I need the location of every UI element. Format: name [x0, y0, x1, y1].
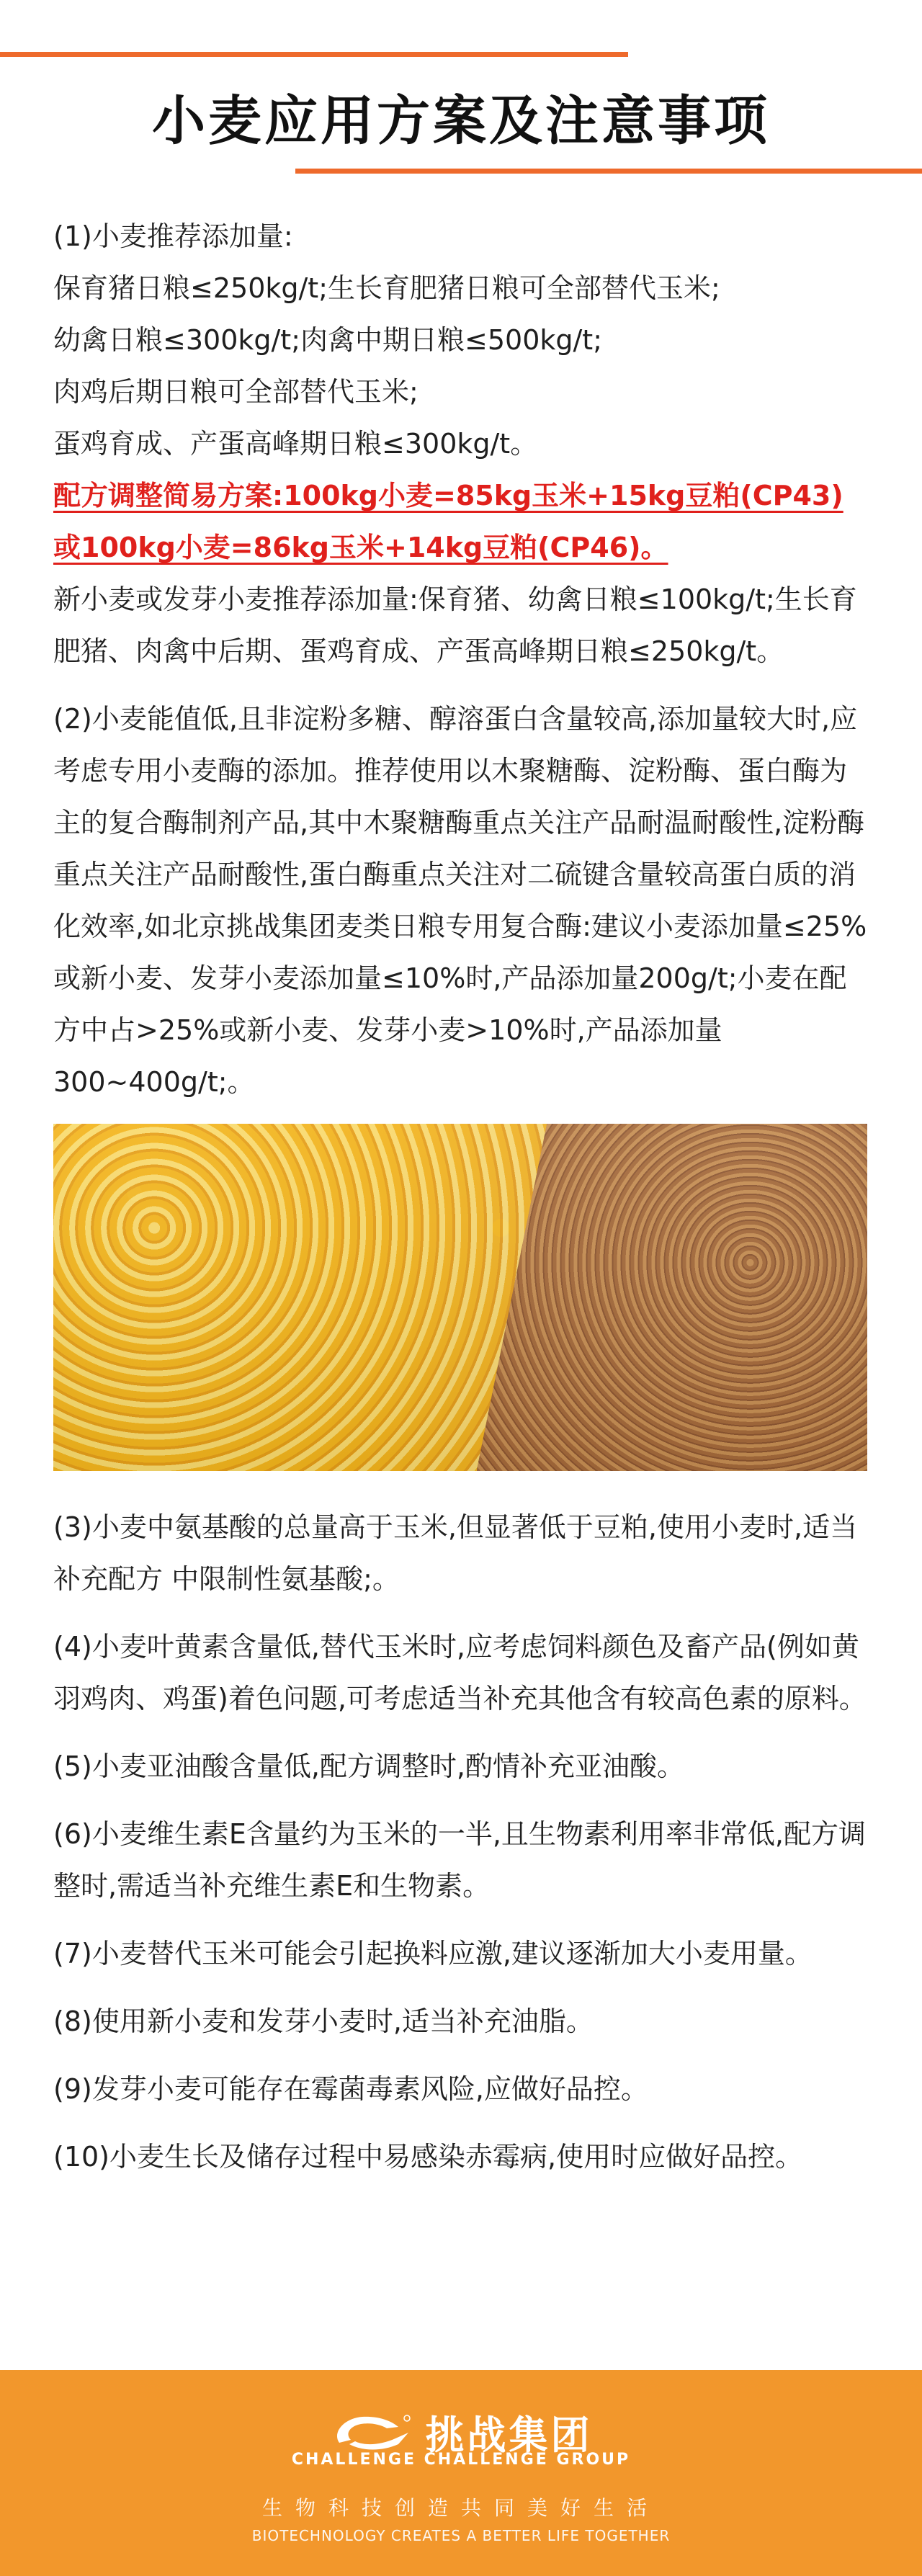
section-1-note: 新小麦或发芽小麦推荐添加量:保育猪、幼禽日粮≤100kg/t;生长育肥猪、肉禽中后期、蛋鸡育成、产蛋高峰期日粮≤250kg/t。: [53, 583, 857, 667]
section-3-text: (3)小麦中氨基酸的总量高于玉米,但显著低于豆粕,使用小麦时,适当补充配方 中限制性氨基酸;。: [53, 1511, 858, 1595]
footer-banner: [0, 2370, 922, 2576]
section-2: [53, 693, 872, 1108]
section-10: [53, 2131, 872, 2183]
section-3: [53, 1501, 872, 1605]
formula-highlight: 或100kg小麦=86kg玉米+14kg豆粕(CP46)。: [53, 532, 668, 563]
section-9: [53, 2063, 872, 2115]
challenge-logo-icon: [329, 2411, 416, 2454]
section-5: [53, 1740, 872, 1792]
article-body: [53, 210, 872, 2199]
section-1-line: 蛋鸡育成、产蛋高峰期日粮≤300kg/t。: [53, 428, 538, 460]
logo-chinese-name: 挑战集团: [425, 2412, 593, 2458]
accent-line-top: [0, 52, 628, 57]
section-1-heading: (1)小麦推荐添加量:: [53, 220, 293, 252]
accent-line-bottom: [295, 169, 922, 174]
slogan-english: BIOTECHNOLOGY CREATES A BETTER LIFE TOGETHER: [251, 2527, 671, 2544]
section-4: [53, 1621, 872, 1725]
page-title: 小麦应用方案及注意事项: [152, 90, 770, 152]
section-1: [53, 210, 872, 677]
section-7: [53, 1928, 872, 1980]
section-9-text: (9)发芽小麦可能存在霉菌毒素风险,应做好品控。: [53, 2073, 648, 2105]
section-1-line: 幼禽日粮≤300kg/t;肉禽中期日粮≤500kg/t;: [53, 324, 603, 356]
section-6-text: (6)小麦维生素E含量约为玉米的一半,且生物素利用率非常低,配方调整时,需适当补充维生素E和生物素。: [53, 1818, 866, 1902]
photo-overlay: [53, 1124, 867, 1471]
section-8: [53, 1995, 872, 2047]
slogan-chinese: 生物科技创造共同美好生活: [261, 2496, 660, 2520]
section-1-line: 保育猪日粮≤250kg/t;生长育肥猪日粮可全部替代玉米;: [53, 272, 720, 304]
corn-wheat-photo: [53, 1124, 867, 1471]
logo-english-name: CHALLENGE CHALLENGE GROUP: [291, 2451, 631, 2469]
section-5-text: (5)小麦亚油酸含量低,配方调整时,酌情补充亚油酸。: [53, 1750, 684, 1782]
section-10-text: (10)小麦生长及储存过程中易感染赤霉病,使用时应做好品控。: [53, 2141, 803, 2173]
section-1-line: 肉鸡后期日粮可全部替代玉米;: [53, 376, 419, 408]
section-2-text: (2)小麦能值低,且非淀粉多糖、醇溶蛋白含量较高,添加量较大时,应考虑专用小麦酶的添加。推荐使用以木聚糖酶、淀粉酶、蛋白酶为主的复合酶制剂产品,其中木聚糖酶重点关注产品耐温耐酸性,淀粉酶重点关注产品耐酸性,蛋白酶重点关注对二硫键含量较高蛋白质的消化效率,如北京挑战集团麦类日粮专用复合酶:建议小麦添加量≤25%或新小麦、发芽小麦添加量≤10%时,产品添加量200g/t;小麦在配方中占>25%或新小麦、发芽小麦>10%时,产品添加量300~400g/t;。: [53, 703, 867, 1098]
formula-highlight: 配方调整简易方案:100kg小麦=85kg玉米+15kg豆粕(CP43): [53, 480, 843, 511]
section-8-text: (8)使用新小麦和发芽小麦时,适当补充油脂。: [53, 2005, 594, 2037]
section-4-text: (4)小麦叶黄素含量低,替代玉米时,应考虑饲料颜色及畜产品(例如黄羽鸡肉、鸡蛋)着色问题,可考虑适当补充其他含有较高色素的原料。: [53, 1631, 867, 1714]
section-6: [53, 1808, 872, 1912]
section-7-text: (7)小麦替代玉米可能会引起换料应激,建议逐渐加大小麦用量。: [53, 1938, 813, 1969]
